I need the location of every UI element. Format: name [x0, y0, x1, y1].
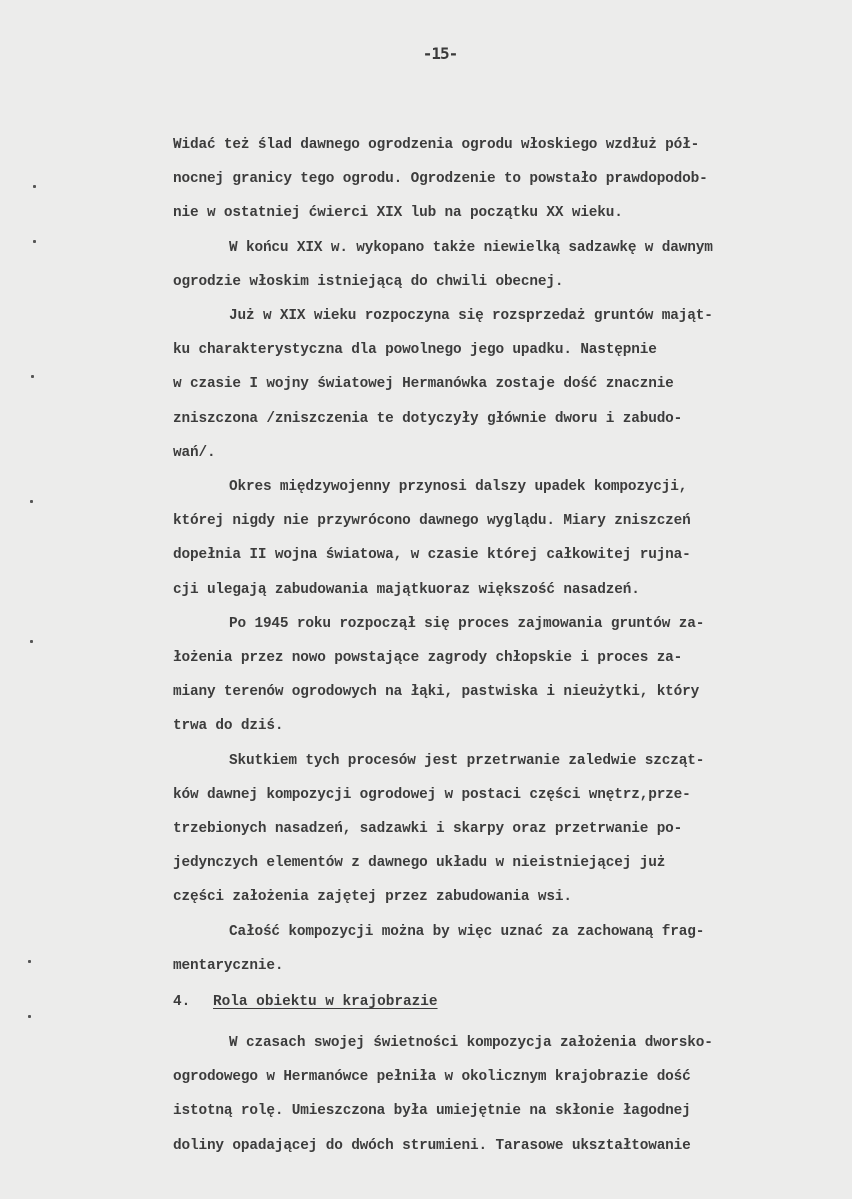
text-line: ku charakterystyczna dla powolnego jego upadku. Następnie [173, 342, 657, 359]
text-line: Całość kompozycji można by więc uznać za zachowaną frag- [229, 923, 705, 940]
margin-mark [30, 640, 33, 643]
text-line: jedynczych elementów z dawnego układu w nieistniejącej już [173, 855, 666, 872]
margin-mark [33, 240, 36, 243]
text-line: ków dawnej kompozycji ogrodowej w postaci części wnętrz,prze- [173, 786, 691, 803]
text-line: Po 1945 roku rozpoczął się proces zajmowania gruntów za- [229, 615, 705, 632]
margin-mark [30, 500, 33, 503]
text-line: wań/. [173, 444, 216, 461]
text-line: nie w ostatniej ćwierci XIX lub na początku XX wieku. [173, 205, 623, 222]
margin-mark [31, 375, 34, 378]
margin-mark [28, 1015, 31, 1018]
text-line: ogrodzie włoskim istniejącą do chwili obecnej. [173, 273, 564, 290]
page-number: -15- [422, 44, 458, 63]
text-line: nocnej granicy tego ogrodu. Ogrodzenie to powstało prawdopodob- [173, 171, 708, 188]
text-line: doliny opadającej do dwóch strumieni. Tarasowe ukształtowanie [173, 1137, 691, 1154]
section-heading: Rola obiektu w krajobrazie [213, 994, 438, 1010]
text-line: miany terenów ogrodowych na łąki, pastwiska i nieużytki, który [173, 684, 700, 701]
text-line: Skutkiem tych procesów jest przetrwanie zaledwie szcząt- [229, 752, 705, 769]
text-line: Okres międzywojenny przynosi dalszy upadek kompozycji, [229, 479, 688, 495]
text-line: W końcu XIX w. wykopano także niewielką sadzawkę w dawnym [229, 239, 713, 256]
text-line: cji ulegają zabudowania majątkuoraz większość nasadzeń. [173, 581, 640, 598]
text-line: ogrodowego w Hermanówce pełniła w okolicznym krajobrazie dość [173, 1069, 691, 1086]
text-line: części założenia zajętej przez zabudowania wsi. [173, 889, 572, 906]
margin-mark [28, 960, 31, 963]
text-line: trwa do dziś. [173, 718, 284, 735]
text-line: W czasach swojej świetności kompozycja założenia dworsko- [229, 1035, 713, 1051]
text-line: trzebionych nasadzeń, sadzawki i skarpy oraz przetrwanie po- [173, 821, 683, 837]
text-line: istotną rolę. Umieszczona była umiejętnie na skłonie łagodnej [173, 1103, 691, 1120]
text-line: mentarycznie. [173, 957, 284, 974]
text-line: zniszczona /zniszczenia te dotyczyły głównie dworu i zabudo- [173, 410, 683, 427]
text-line: Widać też ślad dawnego ogrodzenia ogrodu włoskiego wzdłuż pół- [173, 137, 700, 153]
text-line: w czasie I wojny światowej Hermanówka zostaje dość znacznie [173, 376, 674, 393]
text-line: Już w XIX wieku rozpoczyna się rozsprzedaż gruntów mająt- [229, 308, 713, 324]
margin-mark [33, 185, 36, 188]
text-line: dopełnia II wojna światowa, w czasie której całkowitej rujna- [173, 547, 691, 564]
text-line: łożenia przez nowo powstające zagrody chłopskie i proces za- [173, 650, 683, 666]
section-number: 4. [173, 994, 191, 1010]
text-line: której nigdy nie przywrócono dawnego wyglądu. Miary zniszczeń [173, 513, 691, 530]
